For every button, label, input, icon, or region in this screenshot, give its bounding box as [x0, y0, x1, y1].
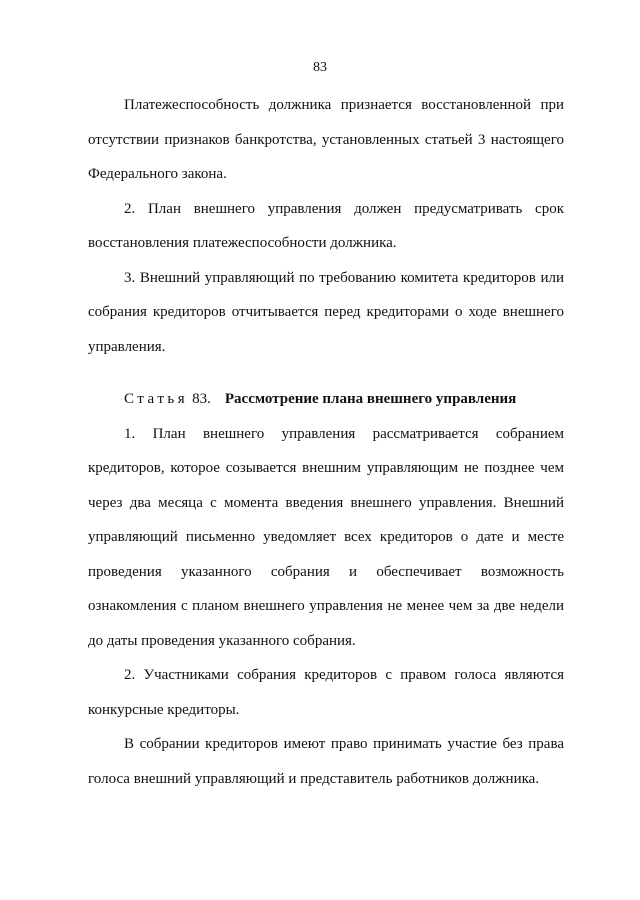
paragraph-manager-report: 3. Внешний управляющий по требованию комитета кредиторов или собрания кредиторов отчитывается перед кредиторами о ходе внешнего управления. [88, 269, 564, 355]
paragraph-plan-term: 2. План внешнего управления должен предусматривать срок восстановления платежеспособности должника. [88, 200, 564, 251]
paragraph-solvency-restored: Платежеспособность должника признается восстановленной при отсутствии признаков банкротства, установленных статьей 3 настоящего Федерального закона. [88, 97, 564, 182]
article-number: 83. [192, 391, 211, 407]
article-title: Рассмотрение плана внешнего управления [224, 391, 517, 407]
paragraph-plan-review: 1. План внешнего управления рассматривается собранием кредиторов, которое созывается внешним управляющим не позднее чем через два месяца с момента введения внешнего управления. Внешний управляющий письменно уведомляет всех кредиторов о дате и месте проведения указанного собрания и обеспечивает возможность ознакомления с планом внешнего управления не менее чем за две недели до даты проведения указанного собрания. [88, 425, 564, 649]
page-number: 83 [313, 60, 327, 75]
paragraph-voting-participants: 2. Участниками собрания кредиторов с правом голоса являются конкурсные кредиторы. [88, 667, 564, 718]
article-heading [88, 382, 564, 417]
paragraph-nonvoting-participants: В собрании кредиторов имеют право принимать участие без права голоса внешний управляющий и представитель работников должника. [88, 736, 564, 787]
document-body [88, 88, 564, 796]
article-label: Статья [124, 391, 189, 407]
